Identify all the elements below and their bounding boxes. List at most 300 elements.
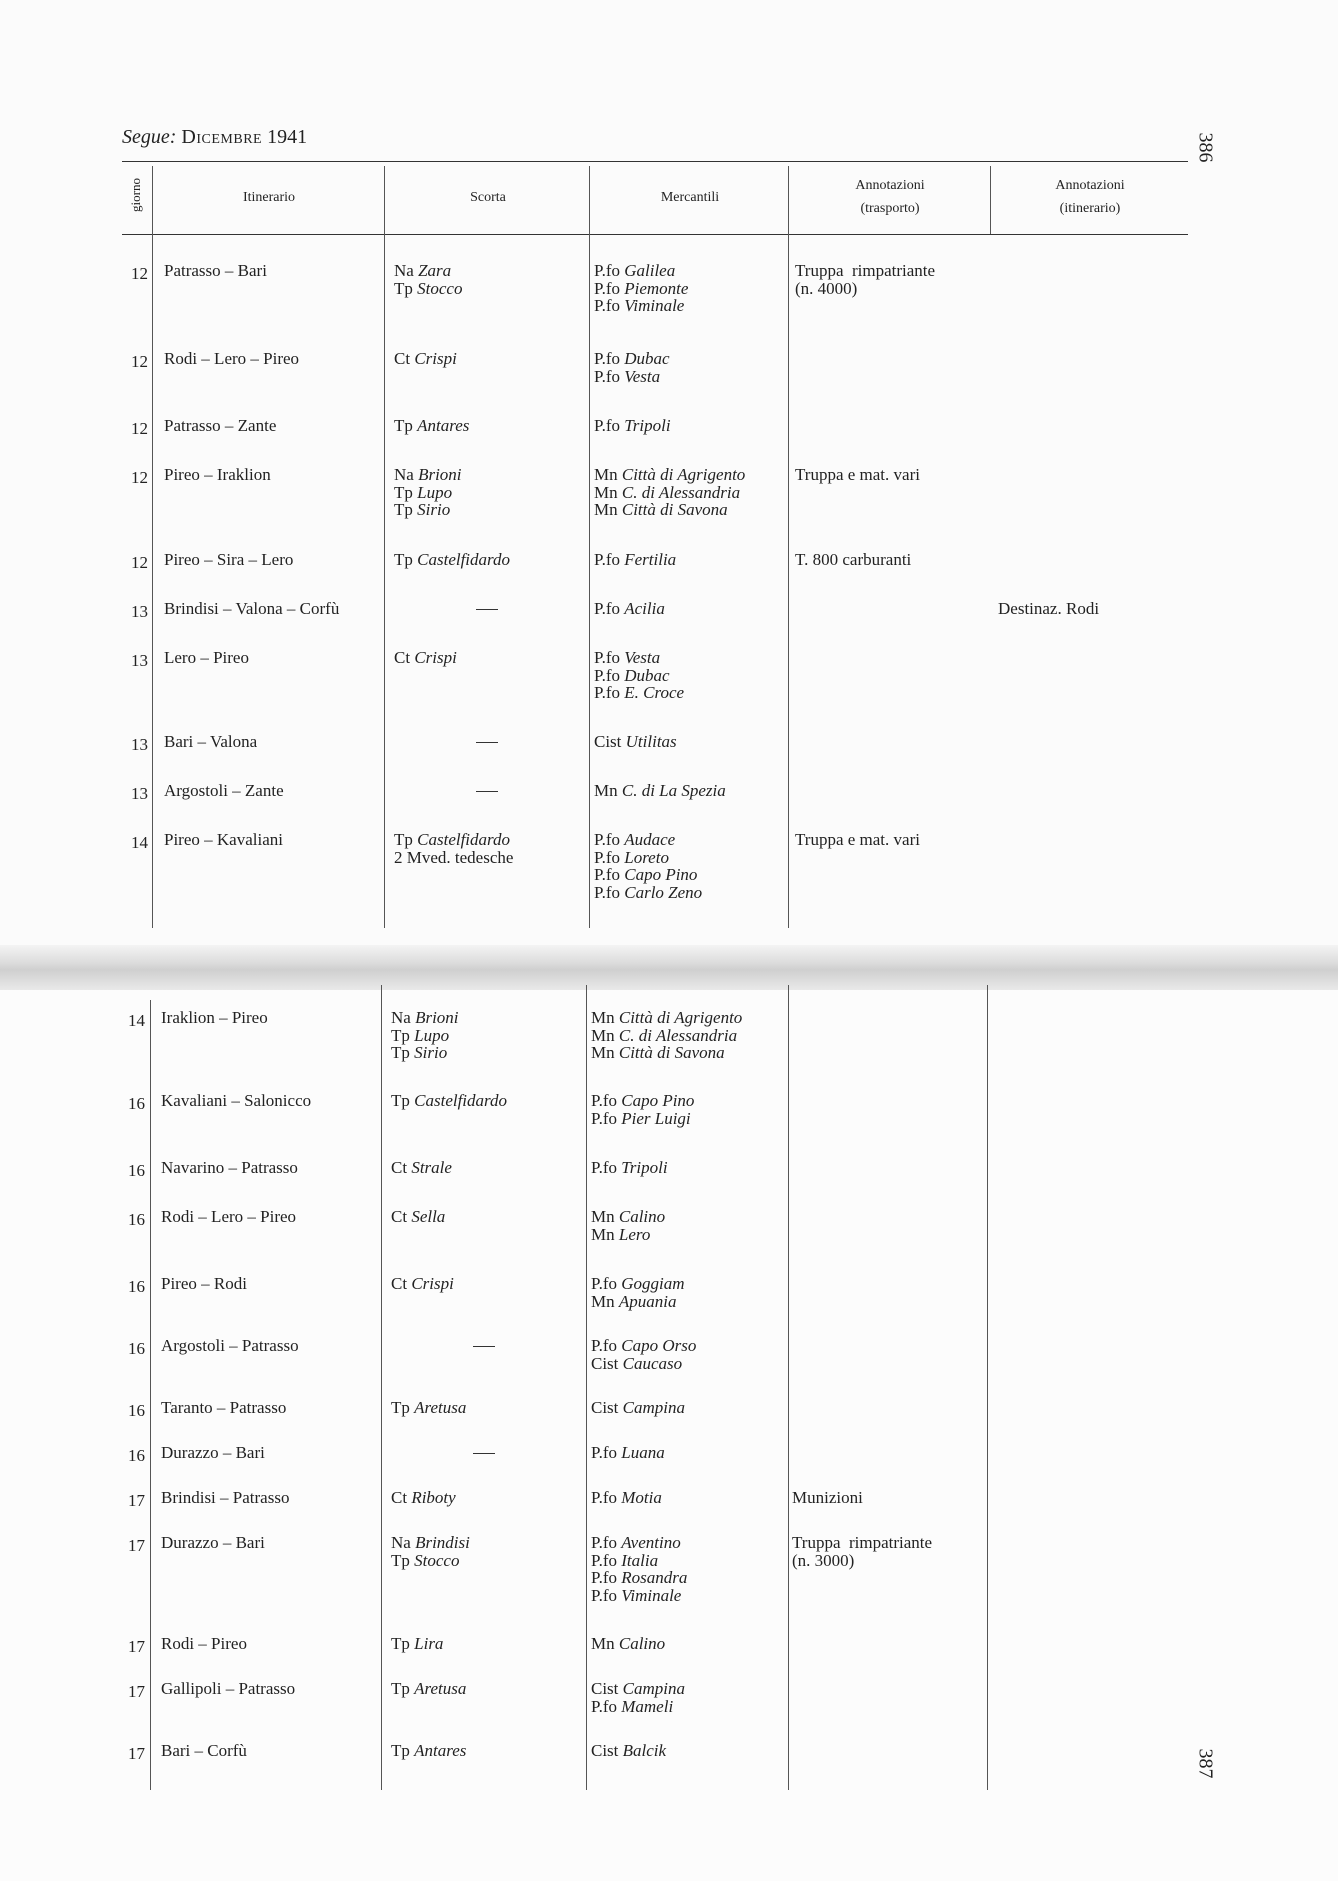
ship-type: P.fo [594,882,620,902]
ship-type: Tp [394,278,413,298]
row-scorta [391,1534,470,1569]
ship-name: Utilitas [625,732,677,751]
ship-type: P.fo [594,416,620,435]
col-rule [990,166,991,234]
row-itinerario: Pireo – Sira – Lero [164,550,294,569]
col-header-ann-itinerario [990,174,1190,220]
scorta-entry [394,466,462,484]
ann-trasporto-line2: (trasporto) [860,201,920,216]
ship-type: Tp [394,550,413,569]
row-mercantili [594,466,745,519]
mercantile-entry [594,866,702,884]
row-day: 14 [128,1011,145,1030]
ship-name: Calino [618,1634,666,1653]
mercantile-entry [591,1534,687,1552]
ship-name: Lupo [417,482,453,502]
ship-name: Città di Savona [618,1043,725,1062]
ship-type: P.fo [594,648,620,667]
row-itinerario: Navarino – Patrasso [161,1158,298,1177]
col-rule [150,1000,151,1790]
row-mercantili [591,1092,694,1127]
ship-name: Galilea [624,261,676,280]
ship-type: P.fo [591,1533,617,1552]
ship-name: Loreto [624,847,669,867]
empty-dash [476,791,498,792]
mercantile-entry [591,1027,742,1045]
ship-name: Strale [411,1158,452,1177]
row-day: 16 [128,1277,145,1296]
row-mercantili [594,600,665,618]
row-scorta [394,649,457,667]
row-mercantili [591,1534,687,1604]
ship-type: Cist [591,1679,619,1698]
ship-type: Tp [394,500,413,519]
ship-type: P.fo [594,683,620,702]
row-itinerario: Pireo – Iraklion [164,465,271,484]
ship-type: Ct [391,1207,408,1226]
scorta-entry [394,831,513,849]
row-scorta [391,1208,445,1226]
mercantile-entry [594,280,688,298]
ship-type: P.fo [594,599,620,618]
ship-name: Sirio [417,500,451,519]
header-top-rule [122,161,1188,162]
ship-name: Brioni [418,465,462,484]
empty-dash [476,742,498,743]
row-itinerario: Patrasso – Bari [164,261,267,280]
ship-type: Mn [594,500,618,519]
ship-name: Sella [411,1207,446,1226]
row-day: 12 [131,352,148,371]
ship-type: P.fo [594,847,620,867]
row-scorta [391,1337,495,1347]
ship-name: Castelfidardo [417,550,511,569]
scorta-entry [391,1534,470,1552]
row-mercantili [591,1444,665,1462]
mercantile-entry [591,1044,742,1062]
row-day: 12 [131,419,148,438]
row-scorta [394,350,457,368]
ship-type: Mn [591,1025,615,1045]
scorta-entry [391,1027,459,1045]
row-itinerario: Rodi – Lero – Pireo [161,1207,297,1226]
scorta-entry [391,1044,459,1062]
ship-name: Zara [418,261,452,280]
trasporto-line: Truppa e mat. vari [795,465,920,484]
mercantile-entry [594,297,688,315]
row-scorta [391,1159,452,1177]
ship-type: P.fo [594,830,620,849]
ship-name: Città di Savona [621,500,728,519]
scorta-entry [394,280,462,298]
ship-name: Rosandra [621,1568,688,1587]
ship-type: P.fo [591,1585,617,1605]
ship-type: Mn [594,482,618,502]
ship-name: Italia [621,1550,659,1570]
scorta-entry [394,262,462,280]
row-mercantili [591,1275,685,1310]
trasporto-line: (n. 4000) [795,278,858,298]
row-scorta [394,733,498,743]
ship-type: Na [394,465,414,484]
ship-type: Mn [591,1634,615,1653]
row-day: 17 [128,1491,145,1510]
ship-name: Crispi [414,648,457,667]
ship-type: P.fo [594,366,620,386]
row-scorta [394,466,462,519]
row-day: 16 [128,1446,145,1465]
row-day: 16 [128,1161,145,1180]
mercantile-entry [591,1635,665,1653]
mercantile-entry [591,1587,687,1605]
mercantile-entry [591,1444,665,1462]
ship-name: Pier Luigi [621,1108,691,1128]
row-day: 13 [131,784,148,803]
ship-name: Antares [417,416,470,435]
ship-type: Na [394,261,414,280]
col-rule [788,985,789,1790]
ship-name: Città di Agrigento [621,465,746,484]
ship-name: Aretusa [414,1398,467,1417]
row-itinerario: Brindisi – Valona – Corfù [164,599,340,618]
ship-type: P.fo [594,865,620,884]
mercantile-entry [591,1293,685,1311]
col-header-ann-trasporto [790,174,990,220]
trasporto-line: Munizioni [792,1488,863,1507]
mercantile-entry [594,417,671,435]
row-itinerario: Gallipoli – Patrasso [161,1679,296,1698]
ship-type: 2 Mved. tedesche [394,847,514,867]
ship-type: Mn [591,1043,615,1062]
ship-name: C. di Alessandria [621,482,741,502]
scorta-entry [394,417,469,435]
ship-type: Ct [391,1158,408,1177]
scorta-entry [394,484,462,502]
row-itinerario: Bari – Corfù [161,1741,247,1760]
ship-name: Mameli [621,1696,674,1716]
row-mercantili [594,649,684,702]
ship-type: P.fo [591,1336,617,1355]
ship-name: Viminale [624,296,685,315]
ship-name: Castelfidardo [417,830,511,849]
ship-type: Mn [591,1207,615,1226]
row-mercantili [594,551,676,569]
ann-itinerario-line1: Annotazioni [1055,178,1125,193]
ship-name: C. di Alessandria [618,1025,738,1045]
ship-type: Ct [391,1488,408,1507]
mercantile-entry [591,1009,742,1027]
row-itinerario: Lero – Pireo [164,648,249,667]
ann-itinerario-line2: (itinerario) [1059,201,1121,216]
row-itinerario: Rodi – Lero – Pireo [164,349,300,368]
ship-type: Mn [594,465,618,484]
col-rule [589,166,590,928]
row-scorta [394,262,462,297]
ship-type: P.fo [591,1488,617,1507]
row-day: 17 [128,1682,145,1701]
ship-type: P.fo [594,261,620,280]
mercantile-entry [591,1399,685,1417]
row-ann-trasporto [792,1534,932,1569]
mercantile-entry [591,1092,694,1110]
row-mercantili [591,1489,662,1507]
header-bottom-rule [122,234,1188,235]
row-itinerario: Iraklion – Pireo [161,1008,268,1027]
ship-name: Viminale [621,1585,682,1605]
ship-type: Ct [394,648,411,667]
mercantile-entry [594,684,684,702]
ship-name: Capo Orso [621,1336,697,1355]
ship-type: Tp [391,1025,410,1045]
ship-type: Cist [591,1741,619,1760]
scorta-entry [391,1552,470,1570]
ship-name: Campina [622,1679,685,1698]
scorta-entry [391,1399,466,1417]
row-scorta [391,1444,495,1454]
row-mercantili [591,1009,742,1062]
mercantile-entry [594,831,702,849]
page-number-bottom: 387 [1194,1748,1217,1779]
scorta-entry [391,1009,459,1027]
mercantile-entry [594,484,745,502]
scorta-entry [394,350,457,368]
scorta-entry [391,1159,452,1177]
ship-type: P.fo [594,665,620,685]
row-mercantili [591,1680,685,1715]
trasporto-line: Truppa e mat. vari [795,830,920,849]
ship-type: Tp [391,1550,410,1570]
ship-type: P.fo [591,1568,617,1587]
mercantile-entry [591,1742,666,1760]
ship-name: Stocco [414,1550,460,1570]
row-itinerario: Bari – Valona [164,732,258,751]
mercantile-entry [594,733,677,751]
mercantile-entry [594,600,665,618]
scorta-entry [391,1092,507,1110]
ship-type: Ct [394,349,411,368]
trasporto-line: (n. 3000) [792,1550,855,1570]
ship-type: Tp [391,1091,410,1110]
mercantile-entry [594,782,726,800]
ship-name: Dubac [624,665,670,685]
ship-name: Capo Pino [624,865,698,884]
row-mercantili [591,1742,666,1760]
trasporto-line: Truppa rimpatriante [795,261,936,280]
ship-name: Luana [621,1443,665,1462]
row-scorta [394,551,510,569]
ship-type: Cist [591,1398,619,1417]
mercantile-entry [591,1208,665,1226]
row-ann-trasporto [795,831,920,849]
ship-type: Mn [594,781,618,800]
row-day: 14 [131,833,148,852]
row-ann-trasporto [792,1489,863,1507]
running-prefix: Segue: [122,126,177,148]
mercantile-entry [591,1489,662,1507]
ship-name: Vesta [624,366,661,386]
ship-type: P.fo [594,296,620,315]
ship-type: Cist [594,732,622,751]
mercantile-entry [591,1275,685,1293]
ship-name: Tripoli [624,416,671,435]
row-ann-itinerario: Destinaz. Rodi [998,599,1100,618]
row-scorta [391,1680,466,1698]
running-year: 1941 [267,126,308,148]
ship-name: Lira [414,1634,444,1653]
trasporto-line: Truppa rimpatriante [792,1533,933,1552]
ship-type: P.fo [591,1550,617,1570]
ship-type: Tp [391,1398,410,1417]
row-mercantili [591,1399,685,1417]
ship-name: Capo Pino [621,1091,695,1110]
row-scorta [391,1399,466,1417]
ship-type: Tp [394,482,413,502]
ship-type: P.fo [594,349,620,368]
row-itinerario: Brindisi – Patrasso [161,1488,290,1507]
row-itinerario: Argostoli – Patrasso [161,1336,299,1355]
ship-name: Castelfidardo [414,1091,508,1110]
mercantile-entry [594,350,670,368]
mercantile-entry [594,501,745,519]
mercantile-entry [594,667,684,685]
ship-name: Lero [618,1224,651,1244]
ship-type: Ct [391,1274,408,1293]
ship-type: P.fo [594,278,620,298]
row-day: 16 [128,1210,145,1229]
ship-name: Caucaso [622,1353,683,1373]
ship-name: Tripoli [621,1158,668,1177]
row-scorta [394,831,513,866]
ship-type: Na [391,1008,411,1027]
row-day: 12 [131,264,148,283]
mercantile-entry [591,1552,687,1570]
mercantile-entry [594,551,676,569]
col-rule [987,985,988,1790]
row-day: 17 [128,1536,145,1555]
ship-name: Città di Agrigento [618,1008,743,1027]
ship-type: P.fo [591,1108,617,1128]
scorta-entry [391,1635,443,1653]
scorta-entry [391,1275,454,1293]
row-scorta [394,782,498,792]
mercantile-entry [594,849,702,867]
row-mercantili [594,350,670,385]
ship-type: Tp [391,1741,410,1760]
row-mercantili [591,1635,665,1653]
ship-name: Piemonte [624,278,689,298]
ship-type: P.fo [594,550,620,569]
row-scorta [391,1635,443,1653]
row-day: 16 [128,1094,145,1113]
col-header-mercantili: Mercantili [660,190,720,205]
row-itinerario: Argostoli – Zante [164,781,284,800]
ship-name: Carlo Zeno [624,882,703,902]
row-mercantili [594,262,688,315]
ship-name: Campina [622,1398,685,1417]
row-day: 16 [128,1401,145,1420]
col-rule [586,985,587,1790]
scorta-entry [391,1742,466,1760]
ship-type: P.fo [591,1091,617,1110]
ann-trasporto-line1: Annotazioni [855,178,925,193]
row-itinerario: Patrasso – Zante [164,416,277,435]
mercantile-entry [594,884,702,902]
ship-name: Goggiam [621,1274,685,1293]
running-header [122,126,307,149]
col-header-scorta: Scorta [470,190,506,205]
row-itinerario: Pireo – Kavaliani [164,830,283,849]
row-day: 12 [131,553,148,572]
empty-dash [473,1453,495,1454]
ship-type: Mn [591,1008,615,1027]
mercantile-entry [594,649,684,667]
row-mercantili [594,417,671,435]
empty-dash [473,1346,495,1347]
row-itinerario: Kavaliani – Salonicco [161,1091,312,1110]
scorta-entry [391,1680,466,1698]
row-itinerario: Rodi – Pireo [161,1634,247,1653]
row-itinerario: Pireo – Rodi [161,1274,247,1293]
ship-type: Cist [591,1353,619,1373]
col-header-giorno: giorno [128,178,143,212]
ship-name: Brindisi [415,1533,470,1552]
ship-type: Mn [591,1224,615,1244]
mercantile-entry [591,1698,685,1716]
ship-name: Antares [414,1741,467,1760]
ship-type: Mn [591,1291,615,1311]
mercantile-entry [591,1110,694,1128]
row-mercantili [594,782,726,800]
ship-type: P.fo [591,1274,617,1293]
mercantile-entry [591,1337,696,1355]
ship-type: P.fo [591,1158,617,1177]
ship-name: C. di La Spezia [621,781,726,800]
ship-name: Crispi [414,349,457,368]
row-day: 13 [131,651,148,670]
mercantile-entry [594,466,745,484]
row-day: 17 [128,1744,145,1763]
ship-name: Motia [621,1488,662,1507]
ship-type: Tp [391,1634,410,1653]
mercantile-entry [591,1355,696,1373]
row-scorta [394,600,498,610]
ship-name: Lupo [414,1025,450,1045]
row-itinerario: Taranto – Patrasso [161,1398,287,1417]
row-mercantili [591,1159,668,1177]
col-rule [381,985,382,1790]
mercantile-entry [594,262,688,280]
ship-name: Crispi [411,1274,454,1293]
ship-type: Tp [391,1043,410,1062]
row-scorta [391,1489,456,1507]
row-scorta [391,1275,454,1293]
scorta-entry [394,501,462,519]
row-ann-trasporto [795,551,911,569]
empty-dash [476,609,498,610]
scorta-entry [391,1208,445,1226]
row-day: 16 [128,1339,145,1358]
scorta-entry [394,551,510,569]
ship-name: Vesta [624,648,661,667]
ship-name: Aretusa [414,1679,467,1698]
scorta-entry [394,649,457,667]
ship-name: Audace [624,830,676,849]
col-rule [152,166,153,928]
ship-name: Fertilia [624,550,677,569]
ship-type: Tp [394,416,413,435]
row-ann-trasporto [795,466,920,484]
col-rule [788,166,789,928]
